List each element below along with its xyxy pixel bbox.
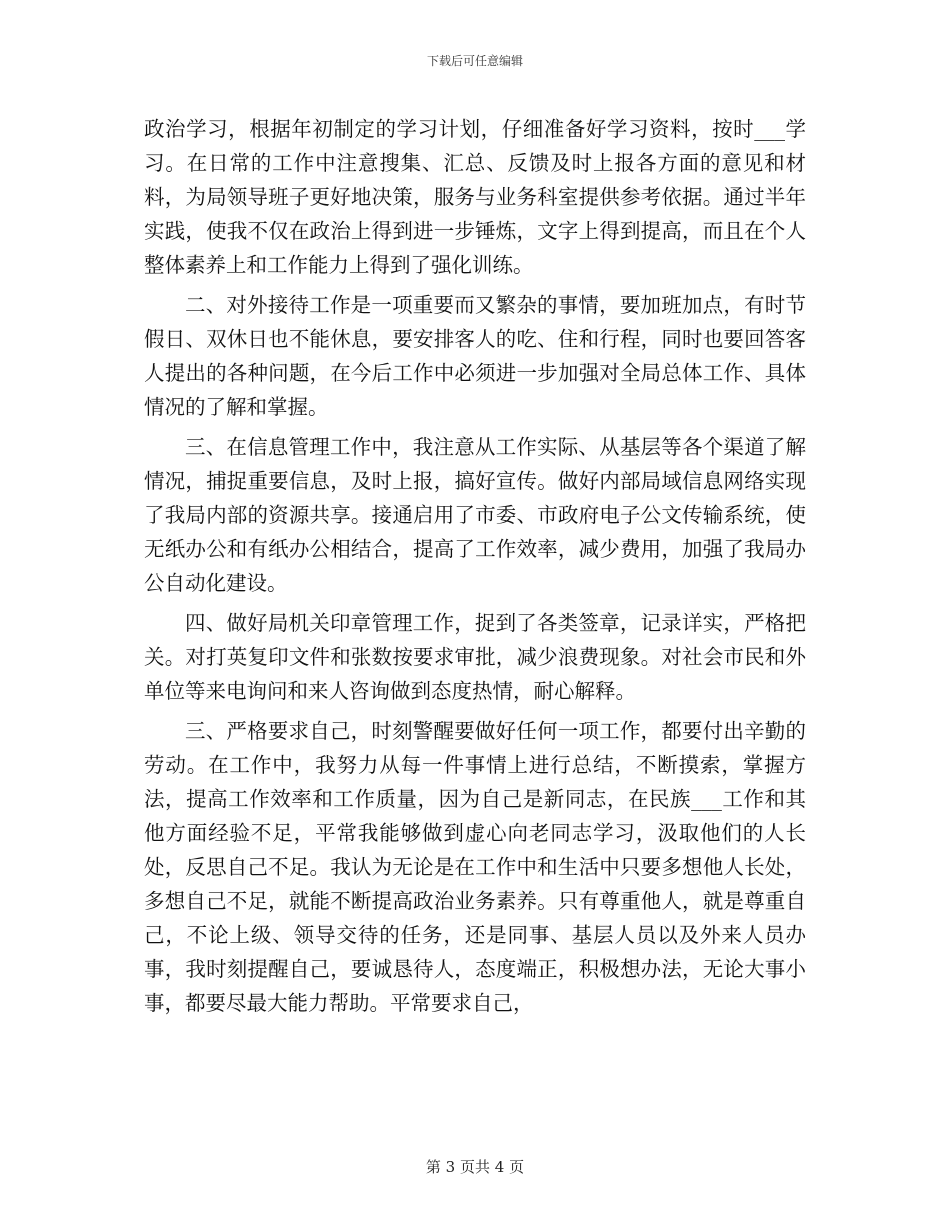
paragraph-self-discipline: 三、严格要求自己，时刻警醒要做好任何一项工作，都要付出辛勤的劳动。在工作中，我努力从每一件事情上进行总结，不断摸索，掌握方法，提高工作效率和工作质量，因为自己是新同志，在民族___工作和其他方面经验不足，平常我能够做到虚心向老同志学习，汲取他们的人长处，反思自己不足。我认为无论是在工作中和生活中只要多想他人长处，多想自己不足，就能不断提高政治业务素养。只有尊重他人，就是尊重自己，不论上级、领导交待的任务，还是同事、基层人员以及外来人员办事，我时刻提醒自己，要诚恳待人，态度端正，积极想办法，无论大事小事，都要尽最大能力帮助。平常要求自己， bbox=[144, 719, 806, 1015]
page-number: 第 3 页共 4 页 bbox=[425, 1158, 525, 1176]
paragraph-seal-management: 四、做好局机关印章管理工作，捉到了各类签章，记录详实，严格把关。对打英复印文件和张数按要求审批，减少浪费现象。对社会市民和外单位等来电询问和来人咨询做到态度热情，耐心解释。 bbox=[144, 611, 806, 703]
document-body bbox=[144, 112, 806, 1020]
page-header: 下载后可任意编辑 bbox=[426, 54, 523, 68]
paragraph-political-study: 政治学习，根据年初制定的学习计划，仔细准备好学习资料，按时___学习。在日常的工作中注意搜集、汇总、反馈及时上报各方面的意见和材料，为局领导班子更好地决策，服务与业务科室提供参考依据。通过半年实践，使我不仅在政治上得到进一步锤炼，文字上得到提高，而且在个人整体素养上和工作能力上得到了强化训练。 bbox=[144, 117, 806, 277]
paragraph-reception-work: 二、对外接待工作是一项重要而又繁杂的事情，要加班加点，有时节假日、双休日也不能休息，要安排客人的吃、住和行程，同时也要回答客人提出的各种问题，在今后工作中必须进一步加强对全局总体工作、具体情况的了解和掌握。 bbox=[144, 293, 806, 419]
paragraph-information-management: 三、在信息管理工作中，我注意从工作实际、从基层等各个渠道了解情况，捕捉重要信息，及时上报，搞好宣传。做好内部局域信息网络实现了我局内部的资源共享。接通启用了市委、市政府电子公文传输系统，使无纸办公和有纸办公相结合，提高了工作效率，减少费用，加强了我局办公自动化建设。 bbox=[144, 435, 806, 595]
